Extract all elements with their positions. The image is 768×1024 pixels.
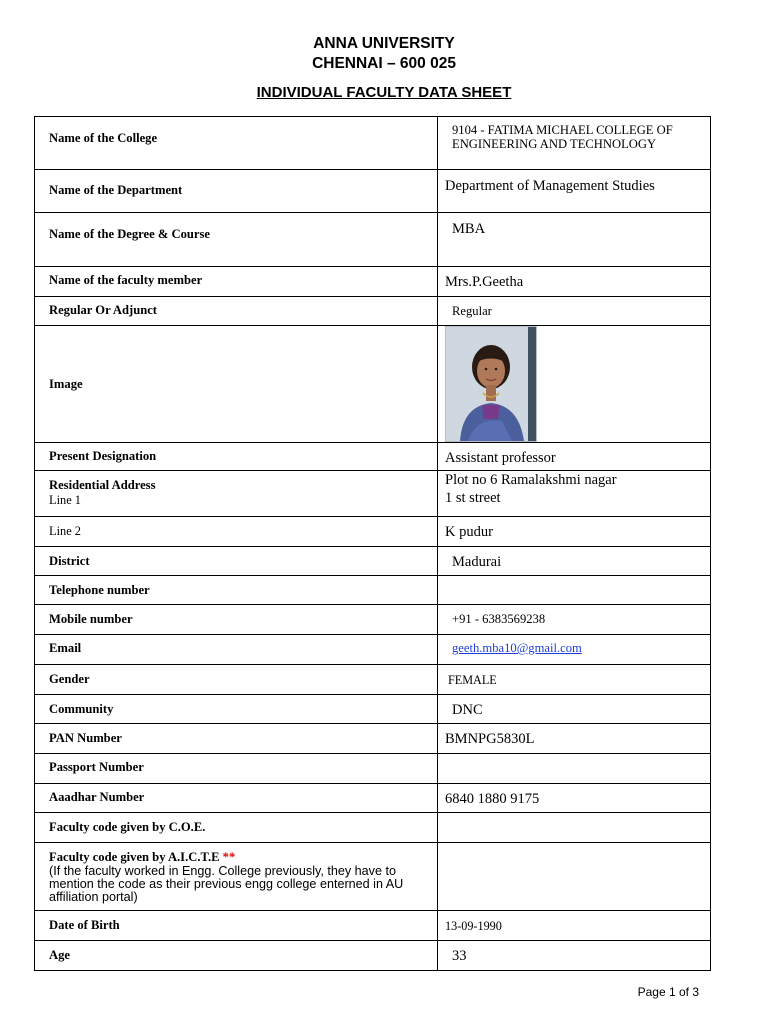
label-mobile: Mobile number [49, 612, 133, 626]
label-image: Image [49, 376, 83, 391]
faculty-data-table [34, 116, 711, 971]
label-aicte-note: (If the faculty worked in Engg. College previously, they have to mention the code as their previous engg college enterned in AU affiliation portal) [49, 864, 404, 904]
row-gender [35, 665, 711, 695]
value-pan: BMNPG5830L [445, 731, 535, 747]
label-regular: Regular Or Adjunct [49, 303, 157, 317]
label-community: Community [49, 702, 114, 716]
label-telephone: Telephone number [49, 583, 150, 597]
row-aicte-code [35, 843, 711, 911]
row-degree [35, 213, 711, 267]
label-aicte-code: Faculty code given by A.I.C.T.E [49, 850, 220, 864]
value-designation: Assistant professor [445, 450, 556, 466]
row-telephone [35, 576, 711, 605]
value-aicte-code [438, 843, 710, 850]
row-regular [35, 297, 711, 326]
value-department: Department of Management Studies [445, 178, 655, 194]
value-college: 9104 - FATIMA MICHAEL COLLEGE OF ENGINEERING AND TECHNOLOGY [452, 123, 673, 151]
university-city: CHENNAI – 600 025 [312, 55, 456, 72]
value-community: DNC [452, 702, 483, 718]
value-address-line1: Plot no 6 Ramalakshmi nagar [445, 472, 617, 488]
label-college: Name of the College [49, 131, 158, 145]
label-degree: Name of the Degree & Course [49, 227, 210, 241]
value-address-line2: K pudur [445, 524, 493, 540]
label-aadhar: Aaadhar Number [49, 790, 145, 804]
value-mobile: +91 - 6383569238 [452, 612, 546, 626]
row-community [35, 695, 711, 724]
label-designation: Present Designation [49, 449, 157, 463]
value-dob: 13-09-1990 [445, 919, 502, 933]
label-gender: Gender [49, 672, 90, 686]
row-faculty [35, 267, 711, 297]
row-mobile [35, 605, 711, 635]
label-address-line1: Line 1 [49, 493, 81, 507]
row-image [35, 326, 711, 443]
value-gender: FEMALE [448, 673, 497, 687]
row-department [35, 170, 711, 213]
value-coe-code [438, 813, 710, 820]
value-address-line1b: 1 st street [445, 490, 501, 506]
label-dob: Date of Birth [49, 918, 120, 932]
label-pan: PAN Number [49, 731, 122, 745]
university-name: ANNA UNIVERSITY [313, 35, 455, 52]
row-district [35, 547, 711, 576]
row-address-line2 [35, 517, 711, 547]
row-college [35, 117, 711, 170]
row-age [35, 941, 711, 971]
value-age: 33 [452, 948, 467, 964]
page-number: Page 1 of 3 [637, 985, 699, 999]
value-degree: MBA [452, 221, 486, 237]
value-aadhar: 6840 1880 9175 [445, 791, 540, 807]
value-regular: Regular [452, 304, 492, 318]
label-district: District [49, 554, 90, 568]
portrait-image [446, 327, 536, 441]
label-passport: Passport Number [49, 760, 144, 774]
required-marker: ** [222, 850, 236, 864]
value-district: Madurai [452, 554, 502, 570]
label-coe-code: Faculty code given by C.O.E. [49, 820, 206, 834]
value-passport [438, 754, 710, 761]
label-address: Residential Address [49, 478, 156, 492]
faculty-photo [445, 326, 537, 442]
email-link[interactable]: geeth.mba10@gmail.com [452, 641, 582, 655]
row-address-line1 [35, 471, 711, 517]
row-designation [35, 443, 711, 471]
value-faculty: Mrs.P.Geetha [445, 274, 524, 290]
label-department: Name of the Department [49, 183, 183, 197]
row-passport [35, 754, 711, 784]
row-dob [35, 911, 711, 941]
row-email [35, 635, 711, 665]
label-address-line2: Line 2 [49, 524, 81, 538]
value-telephone [438, 576, 710, 583]
label-faculty: Name of the faculty member [49, 273, 203, 287]
row-pan [35, 724, 711, 754]
row-coe-code [35, 813, 711, 843]
label-email: Email [49, 641, 82, 655]
row-aadhar [35, 784, 711, 813]
label-age: Age [49, 948, 70, 962]
sheet-title: INDIVIDUAL FACULTY DATA SHEET [256, 84, 512, 101]
